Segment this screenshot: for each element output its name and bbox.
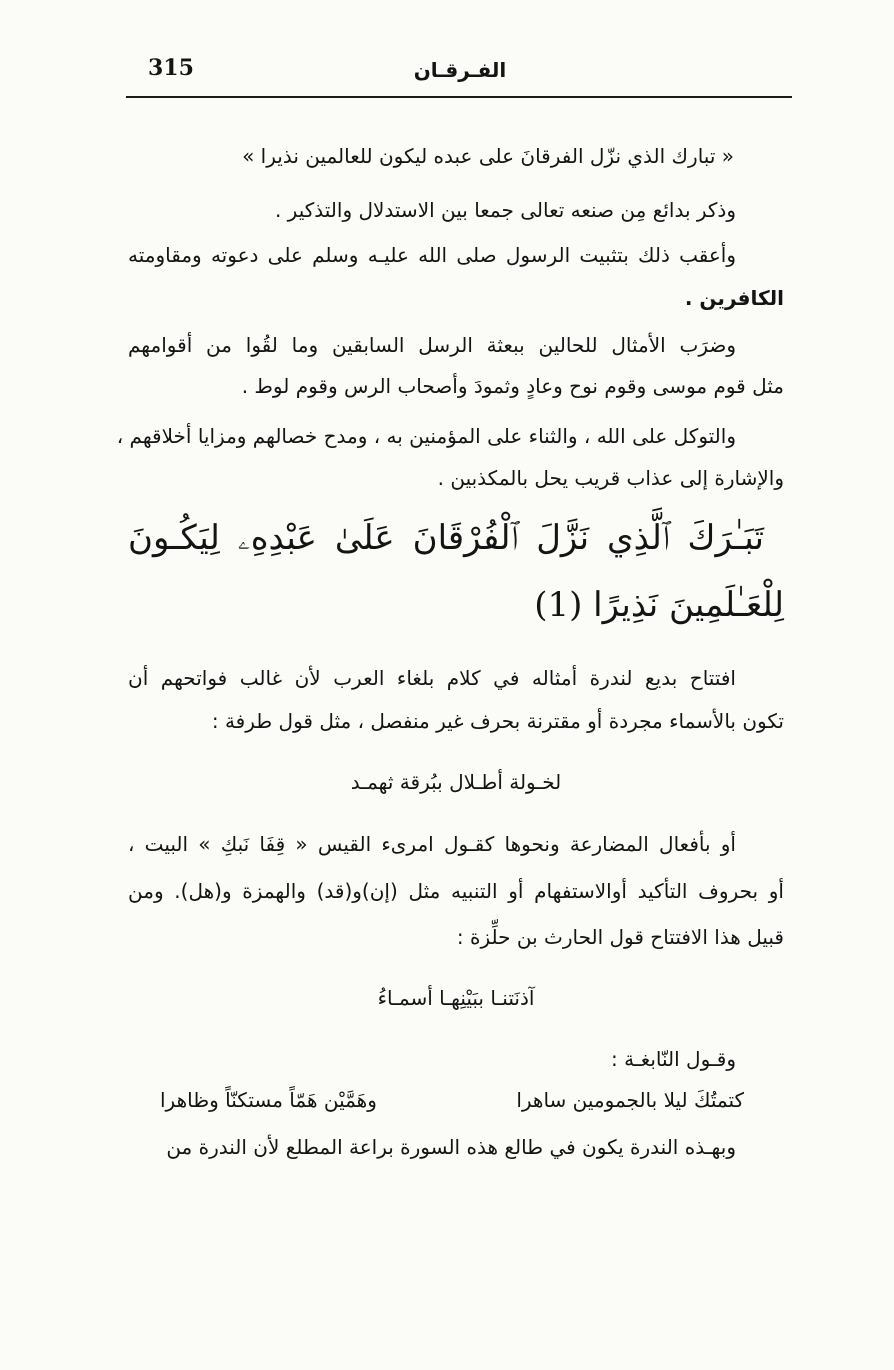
commentary-line: وبهـذه الندرة يكون في طالع هذه السورة براعة المطلع لأن الندرة من [166, 1135, 736, 1159]
summary-line: وضرَب الأمثال للحالين ببعثة الرسل السابقين وما لقُوا من أقوامهم [128, 333, 736, 357]
quran-verse-line: لِلْعَـٰلَمِينَ نَذِيرًا (1) [534, 585, 784, 625]
summary-line: مثل قوم موسى وقوم نوح وعادٍ وثمودَ وأصحاب الرس وقوم لوط . [241, 374, 784, 398]
commentary-line: أو بأفعال المضارعة ونحوها كقـول امرىء القيس « قِفَا نَبكِ » البيت ، [128, 832, 736, 856]
poetry-quote: آذنَتنـا ببَيْنِهـا أسمـاءُ [377, 986, 535, 1010]
poetry-hemistich: وهَمَّيْن هَمّاً مستكنّاً وظاهرا [160, 1088, 377, 1112]
commentary-line: وقـول النّابغـة : [611, 1047, 736, 1071]
summary-line: والتوكل على الله ، والثناء على المؤمنين به ، ومدح خصالهم ومزايا أخلاقهم ، [116, 424, 736, 448]
running-title: الفـرقـان [413, 58, 507, 82]
summary-line: « تبارك الذي نزّل الفرقانَ على عبده ليكون للعالمين نذيرا » [242, 144, 734, 168]
summary-line: الكافرين . [684, 286, 784, 310]
commentary-line: أو بحروف التأكيد أوالاستفهام أو التنبيه مثل (إن)و(قد) والهمزة و(هل). ومن [128, 879, 784, 903]
commentary-line: قبيل هذا الافتتاح قول الحارث بن حلِّزة : [456, 925, 784, 949]
page-number: 315 [148, 55, 194, 81]
poetry-hemistich: كتمتُكَ ليلا بالجمومين ساهرا [516, 1088, 744, 1112]
quran-verse-line: تَبَـٰرَكَ ٱلَّذِي نَزَّلَ ٱلْفُرْقَانَ عَلَىٰ عَبْدِهِۦ لِيَكُـونَ [128, 518, 764, 558]
commentary-line: تكون بالأسماء مجردة أو مقترنة بحرف غير منفصل ، مثل قول طرفة : [211, 709, 784, 733]
summary-line: والإشارة إلى عذاب قريب يحل بالمكذبين . [437, 466, 784, 490]
summary-line: وأعقب ذلك بتثبيت الرسول صلى الله عليـه وسلم على دعوته ومقاومته [128, 243, 736, 267]
header-divider [126, 96, 792, 98]
summary-line: وذكر بدائع مِن صنعه تعالى جمعا بين الاستدلال والتذكير . [274, 198, 736, 222]
poetry-quote: لخـولة أطـلال ببُرقة ثهمـد [350, 770, 562, 794]
commentary-line: افتتاح بديع لندرة أمثاله في كلام بلغاء العرب لأن غالب فواتحهم أن [128, 666, 736, 690]
